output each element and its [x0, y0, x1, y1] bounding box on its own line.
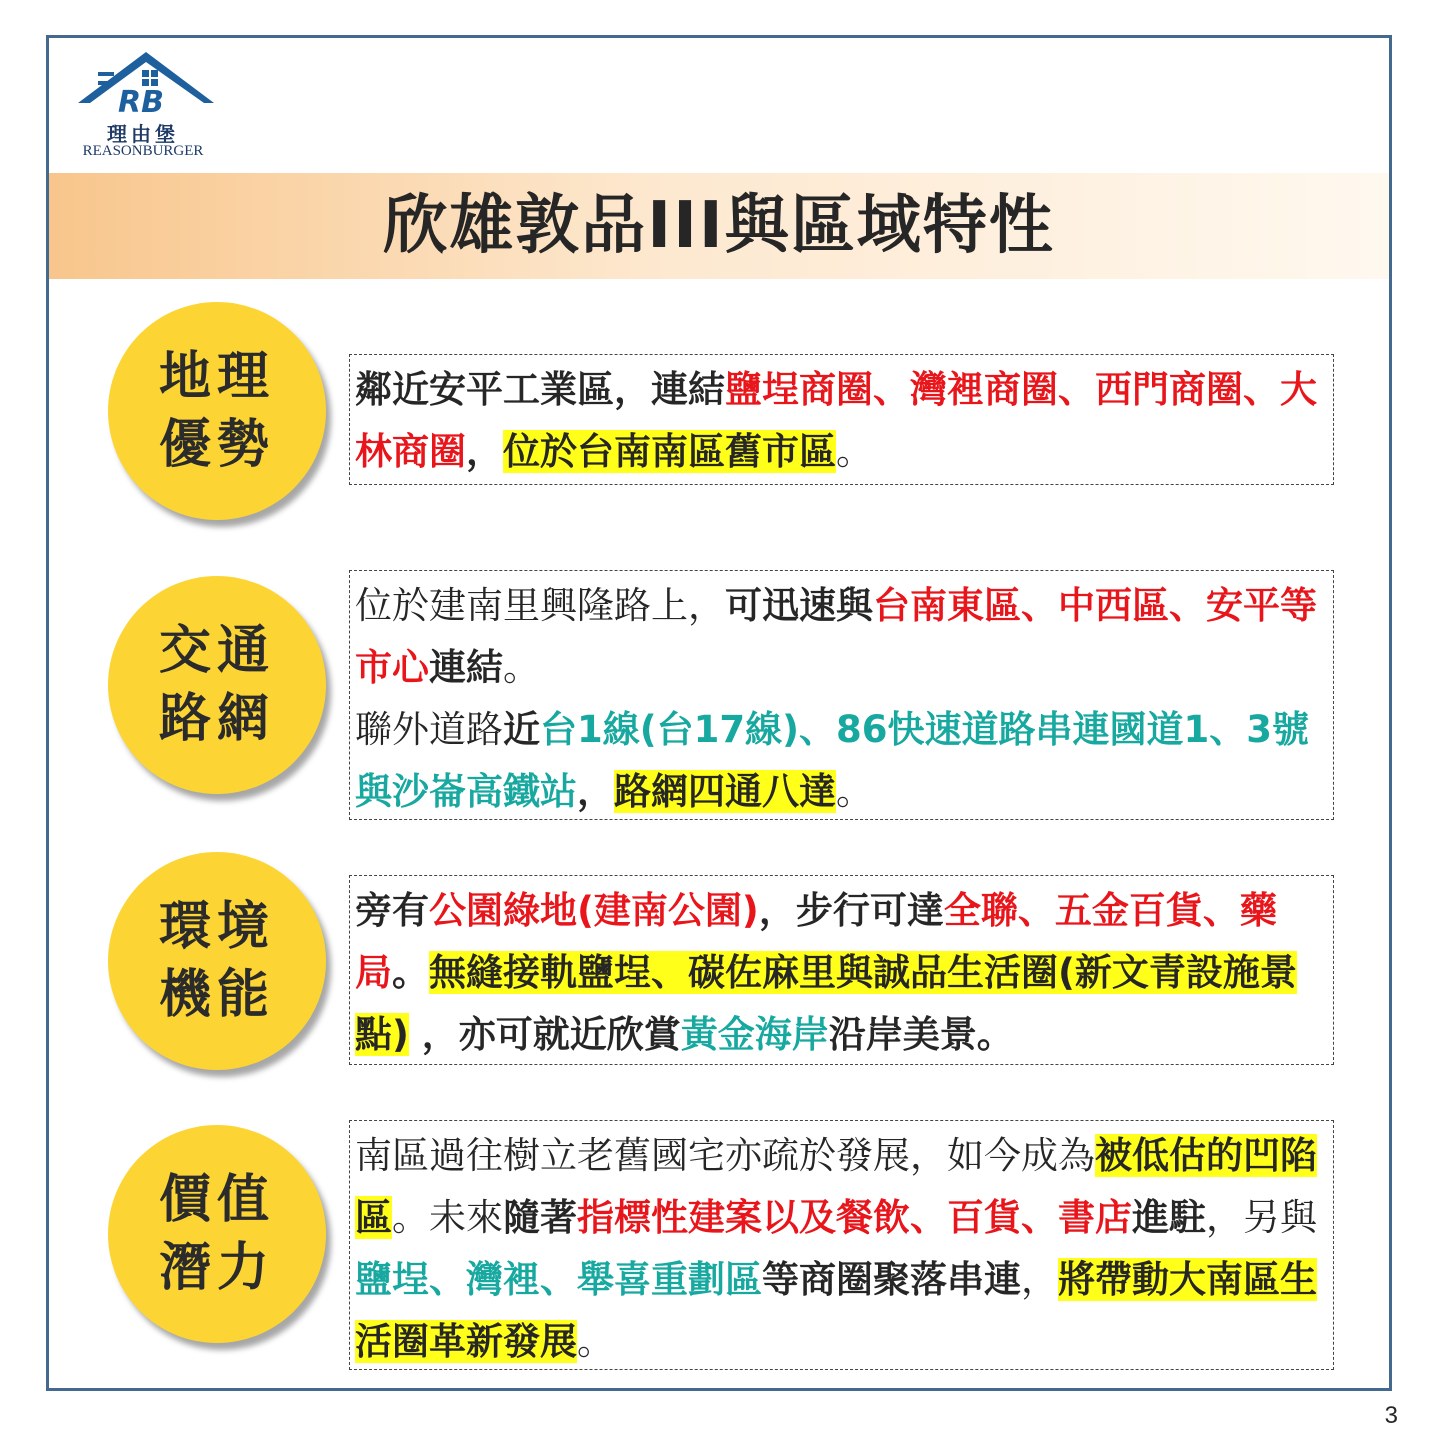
text-segment: 路網四通八達: [614, 770, 836, 813]
house-logo-icon: [68, 48, 218, 118]
text-segment: 無縫接軌鹽埕、碳佐麻里與誠品生活圈(新文青設施景點): [355, 951, 1297, 1056]
text-segment: 。: [836, 770, 873, 813]
section-badge-geography: [108, 302, 326, 520]
text-segment: 公園綠地(建南公園): [429, 889, 759, 932]
text-segment: 隨著: [503, 1196, 577, 1239]
text-segment: ，: [1021, 1258, 1058, 1301]
text-segment: 可迅速與: [725, 584, 873, 627]
text-segment: 全聯、五金百貨、藥局: [355, 889, 1277, 994]
text-segment: 進駐: [1132, 1196, 1206, 1239]
section-body-geography: [349, 354, 1334, 485]
text-segment: 。: [503, 646, 540, 689]
text-segment: 黃金海岸: [680, 1013, 829, 1056]
text-segment: 等商圈聚落串連: [762, 1258, 1021, 1301]
brand-name-en: REASONBURGER: [82, 143, 204, 159]
text-segment: ，亦可就近欣賞: [408, 1013, 681, 1056]
brand-name-cn: 理由堡: [107, 122, 179, 146]
text-segment: 鹽埕商圈、灣裡商圈、西門商圈、大林商圈: [355, 368, 1317, 473]
text-segment: 。: [577, 1320, 614, 1363]
section-badge-environment: [108, 852, 326, 1070]
text-segment: 台1線(台17線)、86快速道路串連國道1、3號與沙崙高鐵站: [355, 708, 1310, 813]
text-segment: 鄰近安平工業區，連結: [355, 368, 725, 411]
text-segment: 南區過往樹立老舊國宅亦疏於發展，如今成為: [355, 1134, 1095, 1177]
text-segment: ，: [577, 770, 614, 813]
section-badge-value: [108, 1125, 326, 1343]
section-label: 價值 潛力: [158, 1170, 275, 1298]
title-banner: [49, 173, 1389, 279]
text-segment: ，: [466, 430, 503, 473]
page-number: 3: [1384, 1402, 1398, 1429]
text-segment: 。: [392, 951, 429, 994]
section-label: 環境 機能: [158, 897, 275, 1025]
section-body-value: [349, 1120, 1334, 1370]
text-segment: 沿岸美景。: [828, 1013, 1014, 1056]
text-segment: 。未來: [392, 1196, 503, 1239]
text-segment: 指標性建案以及餐飲、百貨、書店: [577, 1196, 1132, 1239]
text-segment: 。: [836, 430, 873, 473]
text-segment: ，步行可達: [758, 889, 944, 932]
text-segment: 台南東區、中西區、安平等市心: [355, 584, 1317, 689]
brand-logo: [68, 48, 218, 163]
text-segment: ，另與: [1206, 1196, 1317, 1239]
text-segment: 將帶動大南區生活圈革新發展: [355, 1258, 1317, 1363]
text-segment: 被低估的凹陷區: [355, 1134, 1317, 1239]
svg-text:RB: RB: [118, 85, 164, 118]
text-segment: 連結: [429, 646, 503, 689]
section-label: 交通 路網: [158, 621, 275, 749]
section-body-transport: [349, 570, 1334, 820]
text-segment: 旁有: [355, 889, 429, 932]
text-segment: 近: [503, 708, 540, 751]
section-body-environment: [349, 875, 1334, 1065]
page-title: 欣雄敦品III與區域特性: [383, 189, 1055, 263]
section-label: 地理 優勢: [158, 347, 275, 475]
text-segment: 位於建南里興隆路上，: [355, 584, 725, 627]
section-badge-transport: [108, 576, 326, 794]
text-segment: 位於台南南區舊市區: [503, 430, 836, 473]
text-segment: 聯外道路: [355, 708, 503, 751]
text-segment: 鹽埕、灣裡、舉喜重劃區: [355, 1258, 762, 1301]
